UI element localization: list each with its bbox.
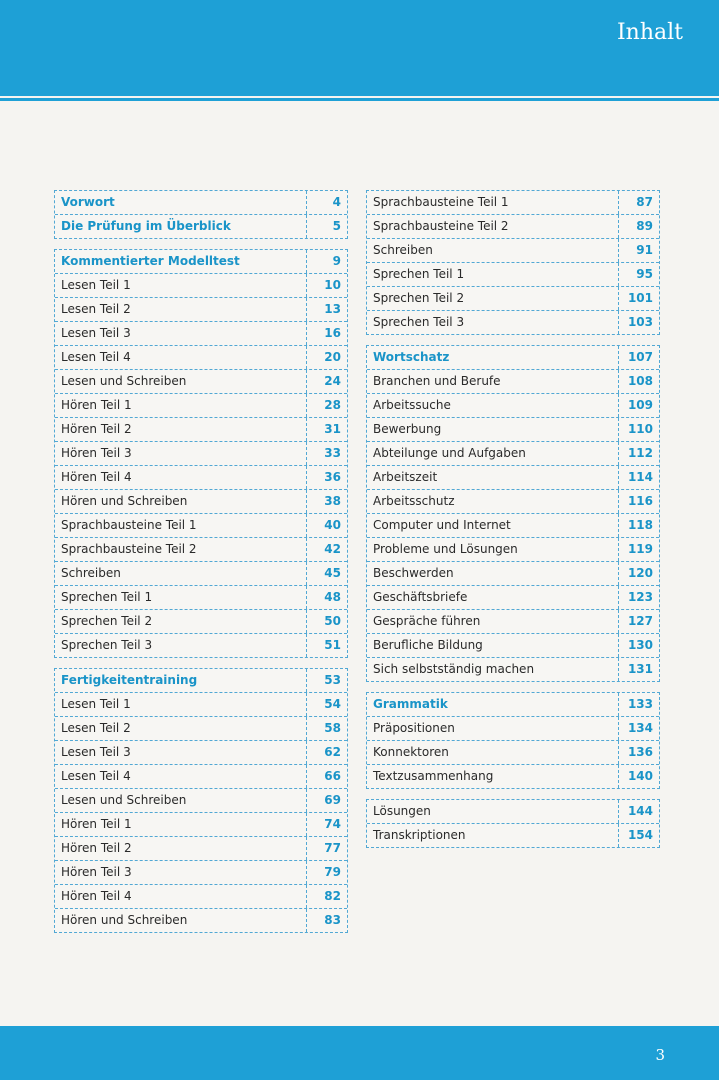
toc-entry[interactable] (367, 764, 659, 788)
toc-entry-page: 89 (618, 215, 659, 238)
toc-entry[interactable] (367, 262, 659, 286)
toc-entry[interactable] (367, 214, 659, 238)
toc-entry-label: Lesen Teil 4 (61, 769, 131, 783)
toc-entry-label: Hören Teil 1 (61, 817, 132, 831)
toc-entry-page: 114 (618, 466, 659, 489)
toc-entry-page: 50 (306, 610, 347, 633)
toc-entry-page: 40 (306, 514, 347, 537)
toc-entry-label: Konnektoren (373, 745, 449, 759)
toc-entry-label: Sprechen Teil 3 (61, 638, 153, 652)
toc-entry[interactable] (55, 537, 347, 561)
header-bar (0, 0, 719, 96)
toc-entry-label: Schreiben (61, 566, 121, 580)
toc-entry-page: 154 (618, 824, 659, 847)
toc-entry[interactable] (55, 513, 347, 537)
toc-group (366, 190, 660, 335)
toc-entry-page: 83 (306, 909, 347, 932)
toc-entry-page: 66 (306, 765, 347, 788)
toc-entry-page: 51 (306, 634, 347, 657)
toc-entry-label: Hören Teil 2 (61, 841, 132, 855)
toc-entry[interactable] (55, 321, 347, 345)
toc-entry[interactable] (55, 740, 347, 764)
toc-entry-page: 127 (618, 610, 659, 633)
toc-entry[interactable] (55, 884, 347, 908)
toc-entry-page: 110 (618, 418, 659, 441)
toc-entry-label: Sprechen Teil 1 (61, 590, 153, 604)
toc-entry[interactable] (367, 561, 659, 585)
toc-entry-page: 107 (618, 346, 659, 369)
toc-entry[interactable] (367, 238, 659, 262)
toc-entry-label: Wortschatz (373, 350, 450, 364)
toc-entry[interactable] (367, 369, 659, 393)
toc-entry-page: 144 (618, 800, 659, 823)
toc-entry-label: Die Prüfung im Überblick (61, 219, 231, 233)
toc-entry-label: Arbeitsschutz (373, 494, 455, 508)
toc-entry[interactable] (367, 513, 659, 537)
header-divider (0, 98, 719, 101)
toc-entry-page: 112 (618, 442, 659, 465)
toc-entry-label: Sprachbausteine Teil 2 (373, 219, 509, 233)
toc-entry-label: Bewerbung (373, 422, 442, 436)
toc-entry-page: 5 (306, 215, 347, 238)
toc-entry-page: 48 (306, 586, 347, 609)
toc-entry-label: Lesen Teil 4 (61, 350, 131, 364)
toc-entry-label: Lesen und Schreiben (61, 793, 187, 807)
toc-entry[interactable] (55, 908, 347, 932)
toc-entry-label: Fertigkeitentraining (61, 673, 198, 687)
toc-entry-page: 38 (306, 490, 347, 513)
toc-entry[interactable] (367, 585, 659, 609)
toc-entry-label: Lesen Teil 2 (61, 302, 131, 316)
toc-entry[interactable] (55, 369, 347, 393)
toc-entry-page: 69 (306, 789, 347, 812)
toc-group (366, 345, 660, 682)
toc-entry-page: 74 (306, 813, 347, 836)
page-title: Inhalt (616, 20, 683, 45)
toc-entry[interactable] (55, 788, 347, 812)
toc-entry-page: 31 (306, 418, 347, 441)
toc-entry-label: Lesen Teil 3 (61, 326, 131, 340)
toc-entry[interactable] (55, 860, 347, 884)
toc-entry-page: 79 (306, 861, 347, 884)
toc-entry-page: 136 (618, 741, 659, 764)
toc-entry[interactable] (55, 489, 347, 513)
toc-entry[interactable] (55, 345, 347, 369)
toc-entry-label: Lesen Teil 1 (61, 697, 131, 711)
toc-entry-page: 58 (306, 717, 347, 740)
toc-entry-page: 91 (618, 239, 659, 262)
toc-entry-page: 42 (306, 538, 347, 561)
footer-bar (0, 1026, 719, 1080)
toc-entry-page: 101 (618, 287, 659, 310)
toc-entry[interactable] (55, 764, 347, 788)
toc-entry-label: Hören Teil 3 (61, 865, 132, 879)
toc-entry[interactable] (55, 692, 347, 716)
toc-entry-label: Hören Teil 4 (61, 889, 132, 903)
toc-entry-label: Hören Teil 1 (61, 398, 132, 412)
toc-entry[interactable] (367, 633, 659, 657)
toc-entry[interactable] (367, 740, 659, 764)
toc-entry[interactable] (367, 823, 659, 847)
toc-entry-label: Kommentierter Modelltest (61, 254, 240, 268)
toc-section-heading[interactable] (367, 346, 659, 369)
toc-entry-page: 108 (618, 370, 659, 393)
toc-entry-label: Branchen und Berufe (373, 374, 501, 388)
toc-column-right (366, 190, 660, 858)
toc-entry-page: 62 (306, 741, 347, 764)
toc-entry-page: 45 (306, 562, 347, 585)
toc-entry-page: 134 (618, 717, 659, 740)
toc-entry-label: Beschwerden (373, 566, 454, 580)
toc-entry[interactable] (367, 537, 659, 561)
toc-entry-page: 16 (306, 322, 347, 345)
toc-entry-page: 120 (618, 562, 659, 585)
toc-entry-page: 4 (306, 191, 347, 214)
toc-entry-page: 13 (306, 298, 347, 321)
toc-entry[interactable] (367, 417, 659, 441)
toc-entry[interactable] (367, 716, 659, 740)
toc-entry[interactable] (367, 286, 659, 310)
toc-entry-label: Abteilunge und Aufgaben (373, 446, 526, 460)
toc-entry-page: 123 (618, 586, 659, 609)
toc-entry-label: Grammatik (373, 697, 448, 711)
toc-entry-label: Hören Teil 4 (61, 470, 132, 484)
toc-entry-label: Gespräche führen (373, 614, 481, 628)
toc-entry[interactable] (367, 465, 659, 489)
toc-entry[interactable] (55, 465, 347, 489)
toc-entry[interactable] (55, 633, 347, 657)
toc-group (366, 799, 660, 848)
toc-entry[interactable] (55, 609, 347, 633)
toc-entry[interactable] (55, 417, 347, 441)
toc-entry-label: Lesen Teil 1 (61, 278, 131, 292)
toc-entry-page: 133 (618, 693, 659, 716)
toc-entry-label: Vorwort (61, 195, 115, 209)
toc-group (54, 668, 348, 933)
toc-entry-label: Hören und Schreiben (61, 494, 188, 508)
toc-entry-page: 130 (618, 634, 659, 657)
toc-entry[interactable] (55, 297, 347, 321)
toc-entry-label: Lesen und Schreiben (61, 374, 187, 388)
toc-entry-page: 119 (618, 538, 659, 561)
toc-entry-page: 118 (618, 514, 659, 537)
toc-entry[interactable] (367, 310, 659, 334)
toc-entry[interactable] (55, 836, 347, 860)
toc-entry[interactable] (367, 393, 659, 417)
toc-entry-page: 36 (306, 466, 347, 489)
toc-entry-page: 33 (306, 442, 347, 465)
toc-entry[interactable] (55, 441, 347, 465)
toc-entry-page: 82 (306, 885, 347, 908)
toc-entry-page: 9 (306, 250, 347, 273)
toc-group (54, 249, 348, 658)
toc-group (54, 190, 348, 239)
page-number: 3 (655, 1046, 665, 1064)
toc-entry-label: Sprachbausteine Teil 1 (61, 518, 197, 532)
toc-entry-label: Computer und Internet (373, 518, 511, 532)
toc-entry[interactable] (367, 609, 659, 633)
toc-entry[interactable] (55, 716, 347, 740)
toc-entry[interactable] (367, 191, 659, 214)
toc-section-heading[interactable] (55, 191, 347, 214)
toc-entry-label: Sprechen Teil 2 (373, 291, 465, 305)
toc-entry-label: Sprachbausteine Teil 2 (61, 542, 197, 556)
toc-entry[interactable] (367, 441, 659, 465)
toc-entry-label: Berufliche Bildung (373, 638, 483, 652)
toc-entry[interactable] (367, 489, 659, 513)
toc-entry-page: 54 (306, 693, 347, 716)
toc-entry[interactable] (55, 585, 347, 609)
toc-entry-label: Sprechen Teil 1 (373, 267, 465, 281)
toc-entry[interactable] (55, 393, 347, 417)
toc-entry-label: Probleme und Lösungen (373, 542, 518, 556)
toc-entry-label: Textzusammenhang (373, 769, 494, 783)
toc-entry-label: Arbeitssuche (373, 398, 451, 412)
toc-entry-label: Arbeitszeit (373, 470, 438, 484)
toc-entry[interactable] (55, 812, 347, 836)
toc-column-left (54, 190, 348, 943)
toc-entry-page: 109 (618, 394, 659, 417)
toc-entry-page: 53 (306, 669, 347, 692)
toc-entry-label: Transkriptionen (373, 828, 466, 842)
toc-entry-page: 95 (618, 263, 659, 286)
toc-entry-label: Sprechen Teil 3 (373, 315, 465, 329)
toc-entry[interactable] (367, 800, 659, 823)
toc-entry-label: Sprechen Teil 2 (61, 614, 153, 628)
toc-entry-page: 77 (306, 837, 347, 860)
toc-entry-page: 28 (306, 394, 347, 417)
toc-entry-page: 131 (618, 658, 659, 681)
toc-entry-page: 87 (618, 191, 659, 214)
toc-entry-label: Lösungen (373, 804, 431, 818)
toc-entry-label: Hören Teil 3 (61, 446, 132, 460)
toc-entry-label: Sprachbausteine Teil 1 (373, 195, 509, 209)
toc-entry-label: Schreiben (373, 243, 433, 257)
toc-entry[interactable] (55, 561, 347, 585)
toc-section-heading[interactable] (55, 669, 347, 692)
toc-entry-label: Hören Teil 2 (61, 422, 132, 436)
toc-entry-page: 10 (306, 274, 347, 297)
toc-entry-label: Geschäftsbriefe (373, 590, 468, 604)
toc-entry[interactable] (367, 657, 659, 681)
toc-section-heading[interactable] (367, 693, 659, 716)
toc-section-heading[interactable] (55, 214, 347, 238)
toc-entry[interactable] (55, 273, 347, 297)
toc-entry-page: 20 (306, 346, 347, 369)
toc-section-heading[interactable] (55, 250, 347, 273)
toc-entry-label: Lesen Teil 3 (61, 745, 131, 759)
toc-entry-label: Hören und Schreiben (61, 913, 188, 927)
toc-entry-page: 140 (618, 765, 659, 788)
toc-entry-label: Sich selbstständig machen (373, 662, 535, 676)
toc-entry-label: Präpositionen (373, 721, 455, 735)
toc-group (366, 692, 660, 789)
toc-entry-page: 116 (618, 490, 659, 513)
toc-entry-page: 24 (306, 370, 347, 393)
toc-entry-page: 103 (618, 311, 659, 334)
toc-entry-label: Lesen Teil 2 (61, 721, 131, 735)
